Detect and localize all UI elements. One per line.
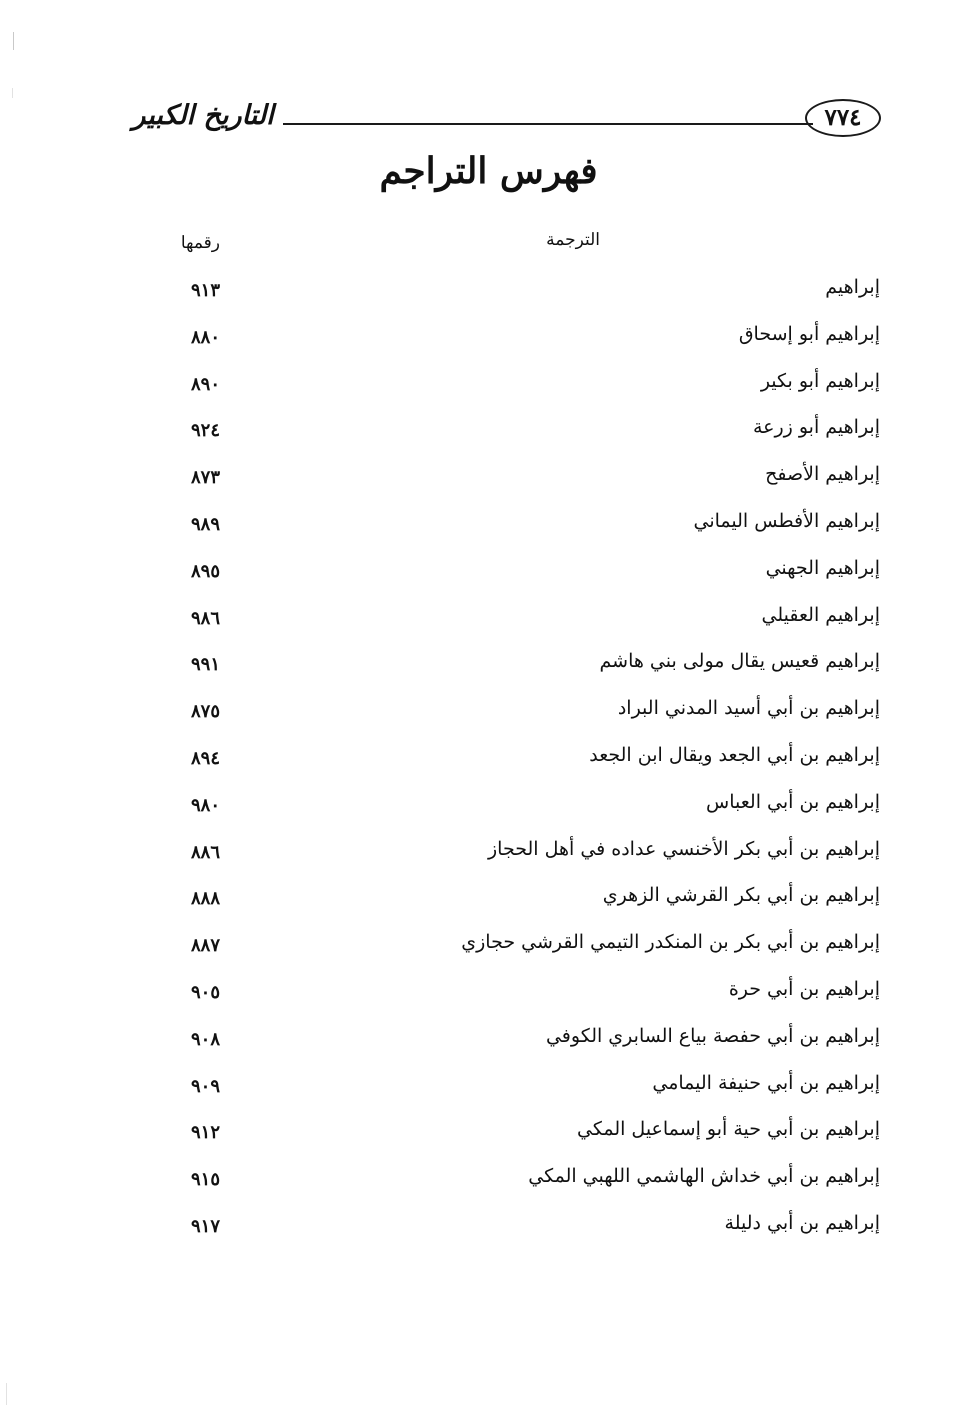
index-entry (150, 317, 880, 364)
entry-name: إبراهيم بن أبي خداش الهاشمي اللهبي المكي (528, 1165, 880, 1188)
entry-name: إبراهيم بن أبي العباس (706, 790, 880, 813)
entry-name: إبراهيم بن أبي بكر الأخنسي عداده في أهل الحجاز (487, 837, 880, 860)
page-number: ٧٧٤ (824, 104, 862, 131)
entry-name: إبراهيم الجهني (765, 556, 880, 579)
entry-number: ٨٧٥ (190, 701, 220, 723)
entry-number: ٩٠٩ (190, 1075, 220, 1097)
scan-edge-mark-top (13, 32, 14, 50)
entry-name: إبراهيم بن أبي حية أبو إسماعيل المكي (577, 1118, 880, 1141)
entry-number: ٩١٣ (190, 280, 220, 301)
biography-index-list (150, 270, 880, 1253)
book-title: التاريخ الكبير (132, 100, 274, 131)
entry-name: إبراهيم بن أبي حفصة بياع السابري الكوفي (545, 1024, 880, 1047)
entry-number: ٨٨٨ (190, 888, 220, 910)
entry-number: ٨٨٦ (190, 841, 220, 863)
entry-number: ٩١٥ (190, 1169, 220, 1191)
entry-number: ٩٢٤ (190, 420, 220, 442)
entry-name: إبراهيم بن أبي الجعد ويقال ابن الجعد (589, 743, 880, 766)
entry-name: إبراهيم أبو إسحاق (738, 322, 880, 345)
index-entry (150, 1112, 880, 1159)
entry-name: إبراهيم الأفطس اليماني (693, 509, 880, 532)
column-header-name: الترجمة (546, 230, 600, 250)
entry-number: ٨٩٥ (190, 560, 220, 582)
entry-number: ٩٨٠ (190, 794, 220, 816)
index-entry (150, 598, 880, 645)
index-entry (150, 644, 880, 691)
entry-name: إبراهيم بن أبي حنيفة اليمامي (652, 1071, 880, 1094)
header-rule (283, 123, 813, 125)
scan-edge-mark-bottom (6, 1383, 7, 1405)
entry-name: إبراهيم الأصفح (765, 463, 880, 486)
index-entry (150, 410, 880, 457)
entry-number: ٩٨٩ (190, 513, 220, 535)
index-entry (150, 1019, 880, 1066)
index-entry (150, 972, 880, 1019)
entry-name: إبراهيم بن أبي بكر القرشي الزهري (602, 884, 880, 907)
entry-number: ٨٧٣ (190, 467, 220, 489)
index-entry (150, 785, 880, 832)
entry-number: ٩٠٥ (190, 981, 220, 1003)
index-entry (150, 691, 880, 738)
index-entry (150, 457, 880, 504)
entry-number: ٨٨٧ (190, 935, 220, 957)
index-entry (150, 832, 880, 879)
entry-name: إبراهيم بن أبي حرة (728, 977, 880, 1000)
entry-number: ٩١٧ (190, 1215, 220, 1237)
index-entry (150, 1066, 880, 1113)
entry-number: ٨٨٠ (190, 326, 220, 348)
column-header-number: رقمها (180, 233, 220, 253)
entry-name: إبراهيم (825, 276, 880, 298)
entry-number: ٩٩١ (190, 654, 220, 676)
entry-name: إبراهيم بن أبي أسيد المدني البراد (617, 697, 880, 720)
entry-name: إبراهيم أبو بكير (760, 369, 880, 392)
index-entry (150, 1206, 880, 1253)
scan-edge-mark-mid (12, 88, 13, 98)
entry-number: ٨٩٤ (190, 747, 220, 769)
entry-number: ٩٨٦ (190, 607, 220, 629)
entry-name: إبراهيم أبو زرعة (752, 416, 880, 439)
index-entry (150, 1159, 880, 1206)
entry-name: إبراهيم قعيس يقال مولى بني هاشم (599, 650, 880, 673)
index-entry (150, 551, 880, 598)
index-entry (150, 270, 880, 317)
index-entry (150, 364, 880, 411)
index-title: فهرس التراجم (379, 150, 598, 192)
index-entry (150, 925, 880, 972)
entry-name: إبراهيم بن أبي بكر بن المنكدر التيمي القرشي حجازي (461, 931, 880, 954)
index-entry (150, 878, 880, 925)
index-entry (150, 504, 880, 551)
entry-name: إبراهيم العقيلي (761, 603, 880, 626)
entry-number: ٩١٢ (190, 1122, 220, 1144)
entry-name: إبراهيم بن أبي دليلة (724, 1211, 880, 1234)
page-number-badge (805, 99, 881, 137)
entry-number: ٩٠٨ (190, 1028, 220, 1050)
entry-number: ٨٩٠ (190, 373, 220, 395)
index-entry (150, 738, 880, 785)
